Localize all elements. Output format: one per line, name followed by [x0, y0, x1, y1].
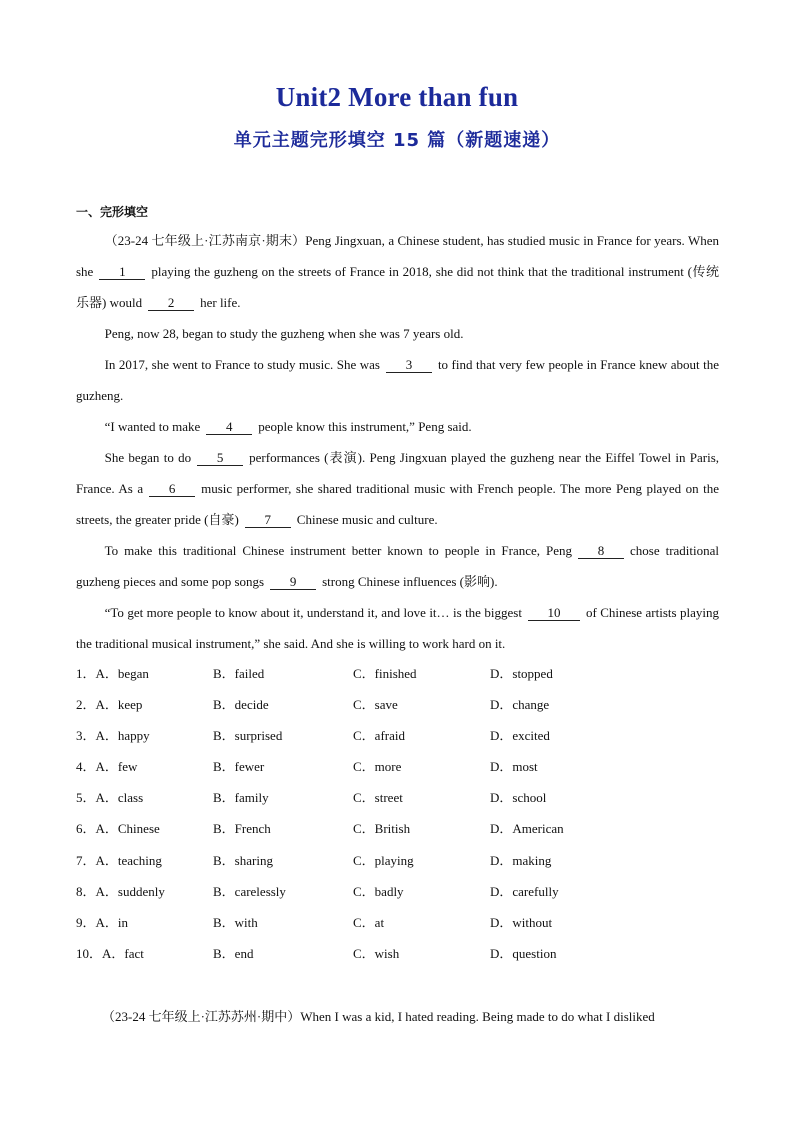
option-a: 7．A．teaching [76, 852, 162, 868]
option-b: B．fewer [213, 759, 265, 775]
option-c: C．at [353, 914, 385, 930]
option-c: C．save [353, 697, 398, 713]
paragraph-5: She began to do 5 performances (表演). Peng Jingxuan played the guzheng near the Eiffel Towel in Paris, France. As a 6 music performer, she shared traditional music with French people. The more Peng played on the streets, the greater pride (自豪) 7 Chinese music and culture. [76, 450, 720, 527]
question-row-1 [76, 658, 719, 689]
option-d: D．without [490, 914, 553, 930]
option-c: C．afraid [353, 728, 405, 744]
answer-options [76, 658, 719, 969]
option-b: B．surprised [213, 728, 283, 744]
question-row-3 [76, 720, 719, 751]
blank-2: 2 [148, 296, 194, 311]
option-a: 9．A．in [76, 914, 129, 930]
option-a: 10．A．fact [76, 945, 144, 961]
option-d: D．stopped [490, 666, 553, 681]
option-b: B．failed [213, 666, 265, 681]
option-c: C．British [353, 821, 411, 837]
section-heading: 一、完形填空 [76, 205, 149, 219]
paragraph-1: （23-24 七年级上·江苏南京·期末）Peng Jingxuan, a Chinese student, has studied music in France for years. When she 1 playing the guzheng on the streets of France in 2018, she did not think that the traditional instrument (传统乐器) would 2 her life. [76, 233, 719, 310]
option-a: 8．A．suddenly [76, 883, 165, 899]
option-d: D．most [490, 759, 538, 775]
option-c: C．street [353, 790, 403, 806]
option-a: 1．A．began [76, 666, 149, 681]
option-c: C．finished [353, 666, 417, 681]
question-row-7 [76, 845, 719, 876]
option-a: 5．A．class [76, 790, 144, 806]
paragraph-3: In 2017, she went to France to study music. She was 3 to find that very few people in France knew about the guzheng. [76, 357, 720, 403]
blank-6: 6 [149, 482, 195, 497]
option-d: D．change [490, 697, 550, 713]
blank-10: 10 [528, 606, 580, 621]
paragraph-7: “To get more people to know about it, understand it, and love it… is the biggest 10 of Chinese artists playing the traditional musical instrument,” she said. And she is willing to work hard on it. [76, 605, 719, 651]
paragraph-4: “I wanted to make 4 people know this instrument,” Peng said. [104, 419, 472, 434]
option-b: B．family [213, 790, 269, 806]
option-d: D．school [490, 790, 547, 806]
page-title: Unit2 More than fun [275, 82, 519, 112]
question-row-10 [76, 938, 719, 969]
option-b: B．carelessly [213, 883, 286, 899]
blank-3: 3 [386, 358, 432, 373]
question-row-6 [76, 813, 719, 844]
option-c: C．more [353, 759, 402, 775]
option-d: D．American [490, 821, 564, 837]
option-c: C．badly [353, 883, 404, 899]
question-row-9 [76, 907, 719, 938]
option-c: C．playing [353, 852, 414, 868]
question-row-5 [76, 782, 719, 813]
next-passage-start: （23-24 七年级上·江苏苏州·期中）When I was a kid, I hated reading. Being made to do what I disliked [102, 1009, 655, 1024]
option-b: B．French [213, 821, 271, 837]
option-b: B．with [213, 914, 258, 930]
option-b: B．end [213, 945, 254, 961]
option-a: 3．A．happy [76, 728, 150, 744]
option-d: D．question [490, 945, 557, 961]
paragraph-6: To make this traditional Chinese instrument better known to people in France, Peng 8 chose traditional guzheng pieces and some pop songs 9 strong Chinese influences (影响). [76, 543, 720, 589]
question-row-8 [76, 876, 719, 907]
option-a: 4．A．few [76, 759, 138, 775]
question-row-4 [76, 751, 719, 782]
option-c: C．wish [353, 945, 400, 961]
page-subtitle: 单元主题完形填空 15 篇（新题速递） [233, 130, 561, 151]
blank-8: 8 [578, 544, 624, 559]
blank-9: 9 [270, 575, 316, 590]
blank-1: 1 [99, 265, 145, 280]
option-a: 2．A．keep [76, 697, 143, 713]
option-b: B．decide [213, 697, 269, 713]
option-a: 6．A．Chinese [76, 821, 160, 837]
option-d: D．carefully [490, 883, 559, 899]
paragraph-2: Peng, now 28, began to study the guzheng when she was 7 years old. [104, 326, 464, 341]
question-row-2 [76, 689, 719, 720]
blank-7: 7 [245, 513, 291, 528]
cloze-passage [76, 225, 719, 659]
option-d: D．making [490, 852, 552, 868]
blank-4: 4 [206, 420, 252, 435]
option-d: D．excited [490, 728, 550, 744]
blank-5: 5 [197, 451, 243, 466]
option-b: B．sharing [213, 852, 273, 868]
